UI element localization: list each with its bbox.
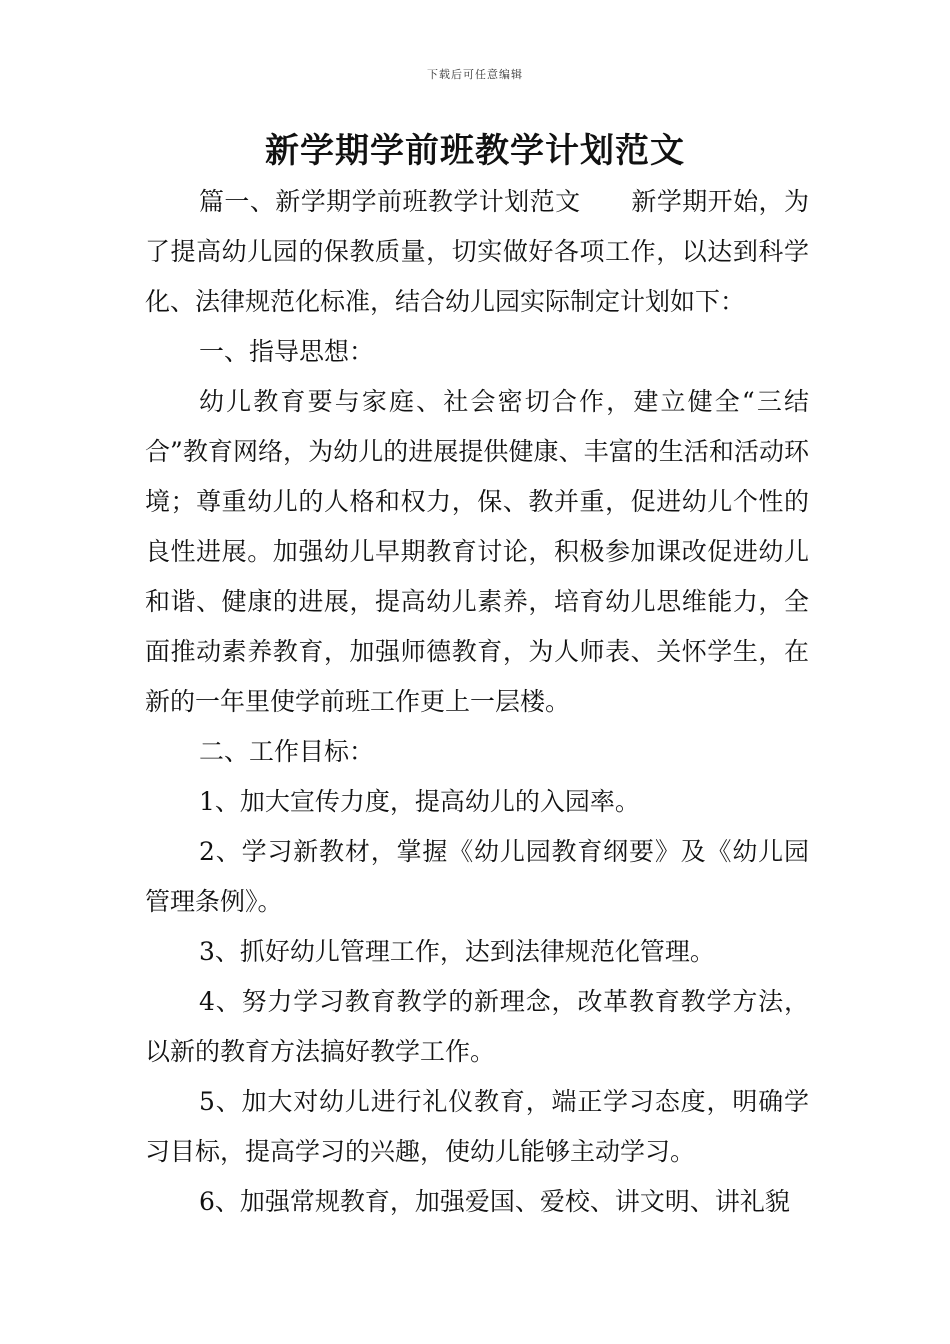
document-body — [145, 177, 809, 1227]
goal-item-5: 5、加大对幼儿进行礼仪教育，端正学习态度，明确学习目标，提高学习的兴趣，使幼儿能够主动学习。 — [145, 1087, 809, 1166]
paragraph-guiding-ideology: 幼儿教育要与家庭、社会密切合作，建立健全“三结合”教育网络，为幼儿的进展提供健康、丰富的生活和活动环境；尊重幼儿的人格和权力，保、教并重，促进幼儿个性的良性进展。加强幼儿早期教育讨论，积极参加课改促进幼儿和谐、健康的进展，提高幼儿素养，培育幼儿思维能力，全面推动素养教育，加强师德教育，为人师表、关怀学生，在新的一年里使学前班工作更上一层楼。 — [145, 387, 809, 716]
goal-item-4: 4、努力学习教育教学的新理念，改革教育教学方法，以新的教育方法搞好教学工作。 — [145, 987, 809, 1066]
goal-item-3: 3、抓好幼儿管理工作，达到法律规范化管理。 — [199, 937, 715, 966]
goal-item-2: 2、学习新教材，掌握《幼儿园教育纲要》及《幼儿园管理条例》。 — [145, 837, 809, 916]
document-title: 新学期学前班教学计划范文 — [265, 131, 685, 171]
header-note: 下载后可任意编辑 — [427, 68, 523, 81]
section-heading-guiding-ideology: 一、指导思想： — [199, 337, 375, 366]
goal-item-6: 6、加强常规教育，加强爱国、爱校、讲文明、讲礼貌 — [199, 1187, 790, 1216]
goal-item-1: 1、加大宣传力度，提高幼儿的入园率。 — [199, 787, 640, 816]
section-heading-work-goals: 二、工作目标： — [199, 737, 375, 766]
paragraph-intro: 篇一、新学期学前班教学计划范文 新学期开始，为了提高幼儿园的保教质量，切实做好各项工作，以达到科学化、法律规范化标准，结合幼儿园实际制定计划如下： — [145, 187, 809, 316]
